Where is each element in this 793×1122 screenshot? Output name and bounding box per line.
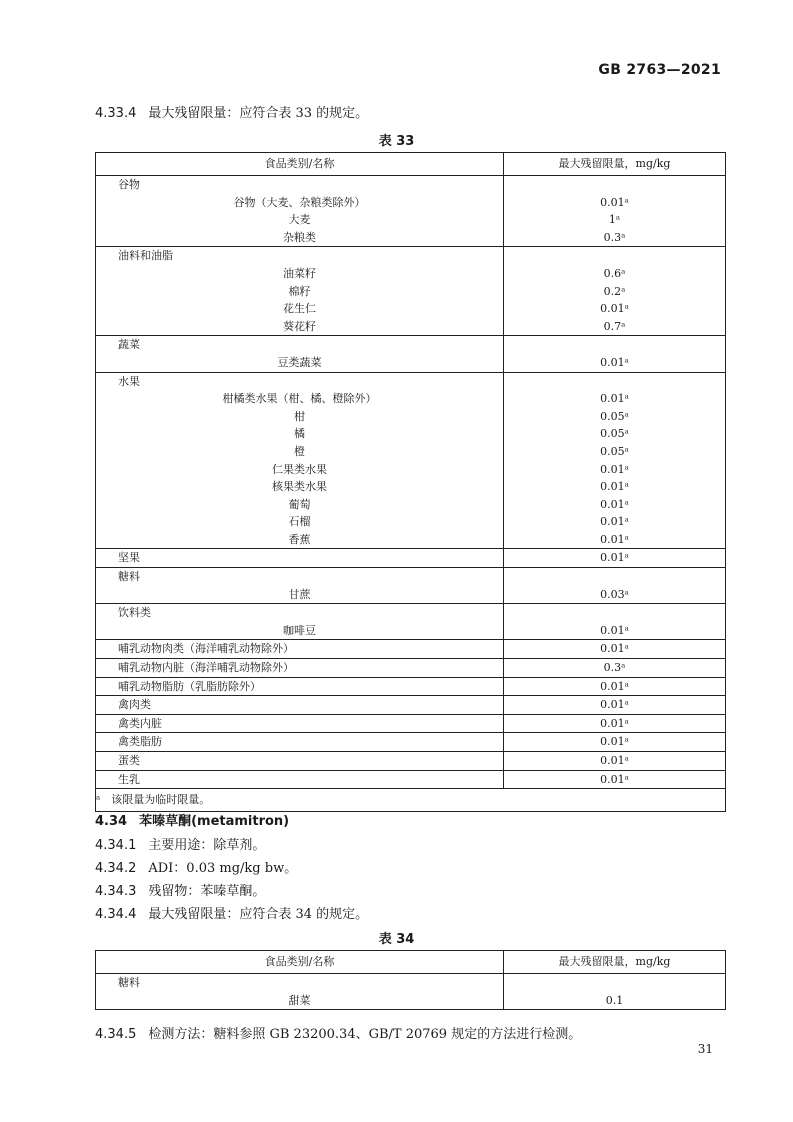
table-row <box>96 336 726 372</box>
mrl-value: 0.7ᵃ <box>603 319 626 333</box>
food-group-name: 禽类脂肪 <box>118 735 162 749</box>
food-item-name: 杂粮类 <box>283 230 316 244</box>
food-category-cell <box>96 372 504 549</box>
food-item-name: 橘 <box>294 427 305 441</box>
table-row <box>96 372 726 549</box>
food-group-name: 蔬菜 <box>118 338 140 352</box>
mrl-value: 0.01ᵃ <box>600 698 629 712</box>
mrl-cell <box>504 770 726 789</box>
column-header-food: 食品类别/名称 <box>96 951 504 974</box>
mrl-value: 0.01ᵃ <box>600 515 629 529</box>
food-item-name: 甘蔗 <box>288 587 311 601</box>
mrl-value <box>504 336 725 354</box>
mrl-value: 0.05ᵃ <box>600 444 629 458</box>
table-footnote-row <box>96 789 726 812</box>
mrl-value: 0.1 <box>605 993 624 1007</box>
mrl-value: 0.01ᵃ <box>600 735 629 749</box>
section-title: 苯嗪草酮(metamitron) <box>139 814 290 829</box>
food-group-name: 坚果 <box>118 551 140 565</box>
table-footnote: ᵃ 该限量为临时限量。 <box>96 789 726 812</box>
food-group-name: 生乳 <box>118 772 140 786</box>
food-category-cell <box>96 568 504 604</box>
food-category-cell <box>96 247 504 336</box>
section-number: 4.34 <box>95 814 128 829</box>
mrl-value: 0.01ᵃ <box>600 772 629 786</box>
food-category-cell <box>96 974 504 1010</box>
table-33-body <box>96 176 726 789</box>
food-item-name: 石榴 <box>288 515 311 529</box>
food-item-name: 豆类蔬菜 <box>277 355 322 369</box>
mrl-cell <box>504 372 726 549</box>
food-group-name: 水果 <box>118 374 140 388</box>
food-item-name: 香蕉 <box>288 532 311 546</box>
mrl-value: 0.01ᵃ <box>600 302 629 316</box>
food-category-cell <box>96 714 504 733</box>
mrl-value <box>504 604 725 622</box>
clause-text: 主要用途：除草剂。 <box>148 838 266 853</box>
clause-text: 最大残留限量：应符合表 33 的规定。 <box>148 106 369 121</box>
clause-number: 4.34.1 <box>95 838 137 853</box>
mrl-value: 0.05ᵃ <box>600 427 629 441</box>
table-row <box>96 974 726 1010</box>
mrl-value: 0.01ᵃ <box>600 551 629 565</box>
clause-number: 4.34.2 <box>95 861 137 876</box>
table-34 <box>95 950 726 1010</box>
clause-text: ADI：0.03 mg/kg bw。 <box>148 861 298 876</box>
food-group-name: 油料和油脂 <box>118 249 173 263</box>
page-number: 31 <box>697 1042 713 1056</box>
table-row <box>96 568 726 604</box>
mrl-value: 1ᵃ <box>608 213 621 227</box>
table-header-row <box>96 153 726 176</box>
table-row <box>96 604 726 640</box>
mrl-value: 0.01ᵃ <box>600 623 629 637</box>
food-category-cell <box>96 549 504 568</box>
food-group-name: 哺乳动物肉类（海洋哺乳动物除外） <box>118 642 294 656</box>
mrl-value: 0.01ᵃ <box>600 355 629 369</box>
mrl-cell <box>504 677 726 696</box>
mrl-value: 0.01ᵃ <box>600 195 629 209</box>
mrl-value: 0.01ᵃ <box>600 642 629 656</box>
mrl-value <box>504 974 725 992</box>
mrl-value <box>504 247 725 265</box>
mrl-value: 0.01ᵃ <box>600 754 629 767</box>
table-row <box>96 549 726 568</box>
mrl-cell <box>504 604 726 640</box>
food-item-name: 甜菜 <box>288 993 311 1007</box>
food-item-name: 橙 <box>294 444 305 458</box>
table-row <box>96 770 726 789</box>
food-item-name: 咖啡豆 <box>283 623 316 637</box>
mrl-value <box>504 373 725 391</box>
mrl-value: 0.3ᵃ <box>603 230 626 244</box>
mrl-value: 0.01ᵃ <box>600 716 629 730</box>
food-category-cell <box>96 336 504 372</box>
table-34-title: 表 34 <box>378 932 415 947</box>
food-item-name: 谷物（大麦、杂粮类除外） <box>233 195 366 209</box>
food-group-name: 蛋类 <box>118 754 140 767</box>
mrl-value <box>504 176 725 194</box>
mrl-value: 0.01ᵃ <box>600 462 629 476</box>
food-category-cell <box>96 640 504 659</box>
mrl-cell <box>504 640 726 659</box>
mrl-cell <box>504 696 726 715</box>
mrl-value: 0.01ᵃ <box>600 532 629 546</box>
mrl-cell <box>504 176 726 247</box>
clause-4-34-5 <box>95 1023 581 1042</box>
mrl-value: 0.01ᵃ <box>600 480 629 494</box>
table-row <box>96 640 726 659</box>
food-category-cell <box>96 752 504 771</box>
clause-number: 4.34.4 <box>95 907 137 922</box>
table-row <box>96 752 726 771</box>
clause-4-34-2 <box>95 857 297 876</box>
food-category-cell <box>96 733 504 752</box>
food-category-cell <box>96 696 504 715</box>
food-category-cell <box>96 770 504 789</box>
table-row <box>96 714 726 733</box>
food-item-name: 葵花籽 <box>283 319 316 333</box>
clause-number: 4.34.3 <box>95 884 137 899</box>
column-header-mrl: 最大残留限量，mg/kg <box>504 951 726 974</box>
clause-text: 最大残留限量：应符合表 34 的规定。 <box>148 907 369 922</box>
clause-4-34-1 <box>95 834 265 853</box>
food-item-name: 柑 <box>294 409 305 423</box>
mrl-value: 0.05ᵃ <box>600 409 629 423</box>
mrl-value: 0.01ᵃ <box>600 497 629 511</box>
mrl-cell <box>504 549 726 568</box>
food-item-name: 葡萄 <box>288 497 311 511</box>
mrl-value: 0.01ᵃ <box>600 679 629 693</box>
food-item-name: 棉籽 <box>288 284 311 298</box>
food-item-name: 大麦 <box>288 213 311 227</box>
clause-number: 4.33.4 <box>95 106 137 121</box>
clause-text: 残留物：苯嗪草酮。 <box>148 884 266 899</box>
food-group-name: 饮料类 <box>118 606 151 620</box>
mrl-value: 0.3ᵃ <box>603 661 626 675</box>
table-row <box>96 677 726 696</box>
mrl-value: 0.03ᵃ <box>600 587 629 601</box>
food-category-cell <box>96 604 504 640</box>
column-header-mrl: 最大残留限量，mg/kg <box>504 153 726 176</box>
food-group-name: 哺乳动物内脏（海洋哺乳动物除外） <box>118 661 294 675</box>
table-33 <box>95 152 726 812</box>
mrl-cell <box>504 568 726 604</box>
mrl-cell <box>504 974 726 1010</box>
mrl-cell <box>504 336 726 372</box>
standard-code: GB 2763—2021 <box>598 62 721 78</box>
food-item-name: 柑橘类水果（柑、橘、橙除外） <box>222 392 377 406</box>
clause-4-33-4 <box>95 102 368 121</box>
mrl-cell <box>504 714 726 733</box>
table-row <box>96 659 726 678</box>
mrl-cell <box>504 247 726 336</box>
table-row <box>96 176 726 247</box>
mrl-value: 0.01ᵃ <box>600 392 629 406</box>
food-item-name: 核果类水果 <box>272 480 327 494</box>
table-row <box>96 733 726 752</box>
section-4-34-heading <box>95 810 289 829</box>
food-group-name: 谷物 <box>118 178 140 191</box>
table-header-row <box>96 951 726 974</box>
food-group-name: 哺乳动物脂肪（乳脂肪除外） <box>118 679 261 693</box>
food-group-name: 糖料 <box>118 570 140 584</box>
food-group-name: 禽类内脏 <box>118 716 162 730</box>
food-category-cell <box>96 677 504 696</box>
clause-4-34-4 <box>95 903 368 922</box>
clause-4-34-3 <box>95 880 265 899</box>
food-group-name: 禽肉类 <box>118 698 151 712</box>
mrl-value <box>504 568 725 586</box>
mrl-value: 0.2ᵃ <box>603 284 626 298</box>
food-category-cell <box>96 659 504 678</box>
food-item-name: 花生仁 <box>283 302 316 316</box>
column-header-food: 食品类别/名称 <box>96 153 504 176</box>
food-category-cell <box>96 176 504 247</box>
food-item-name: 仁果类水果 <box>272 462 327 476</box>
mrl-cell <box>504 733 726 752</box>
clause-text: 检测方法：糖料参照 GB 23200.34、GB/T 20769 规定的方法进行检测。 <box>148 1027 582 1042</box>
table-row <box>96 247 726 336</box>
food-item-name: 油菜籽 <box>283 266 316 280</box>
clause-number: 4.34.5 <box>95 1027 137 1042</box>
table-row <box>96 696 726 715</box>
table-34-body <box>96 974 726 1010</box>
table-33-title: 表 33 <box>378 134 415 149</box>
food-group-name: 糖料 <box>118 976 140 989</box>
mrl-cell <box>504 659 726 678</box>
mrl-value: 0.6ᵃ <box>603 266 626 280</box>
mrl-cell <box>504 752 726 771</box>
